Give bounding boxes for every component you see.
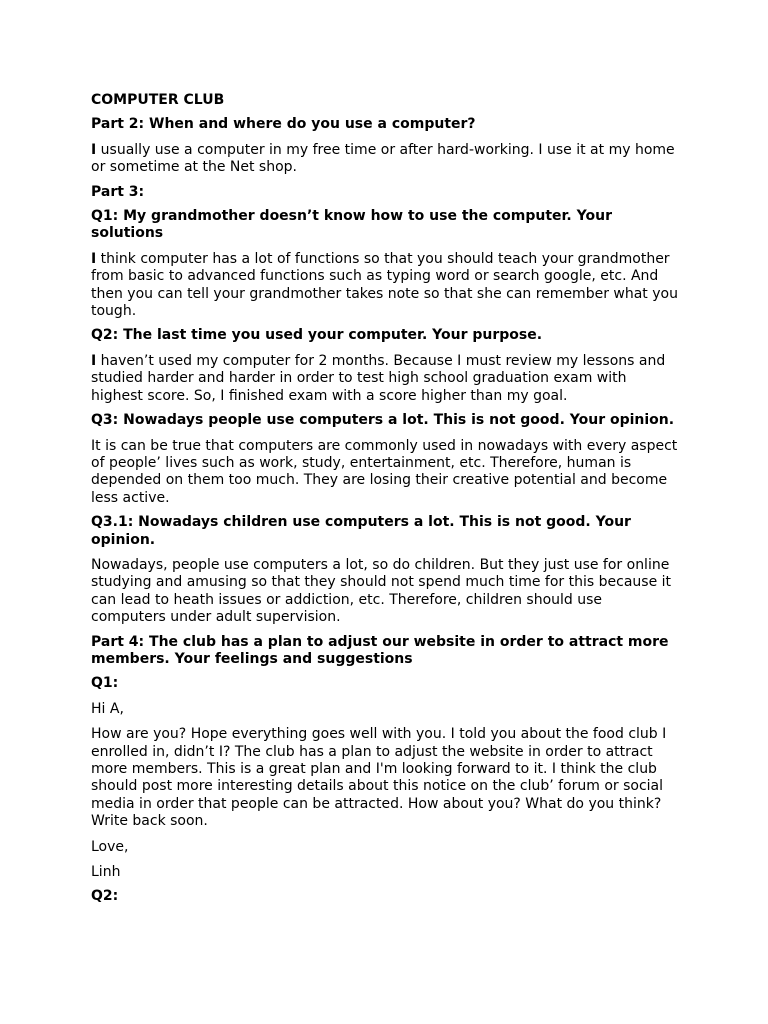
part3-q2-heading: Q2: The last time you used your computer. Your purpose. bbox=[91, 327, 543, 344]
letter-body: How are you? Hope everything goes well with you. I told you about the food club I enrolled in, didn’t I? The club has a plan to adjust the website in order to attract more members. This is a great plan and I'm looking forward to it. I think the club should post more interesting details about this notice on the club’ forum or social media in order that people can be attracted. How about you? What do you think? Write back soon. bbox=[91, 726, 667, 830]
letter-signature: Linh bbox=[91, 864, 121, 881]
part3-q3-heading: Q3: Nowadays people use computers a lot. This is not good. Your opinion. bbox=[91, 412, 675, 429]
part4-q2-heading: Q2: bbox=[91, 888, 119, 905]
part2-answer-body: usually use a computer in my free time or after hard-working. I use it at my home or sometime at the Net shop. bbox=[91, 141, 675, 176]
part2-answer-lead: I bbox=[91, 141, 97, 158]
part3-q1-answer-body: think computer has a lot of functions so that you should teach your grandmother from basic to advanced functions such as typing word or search google, etc. And then you can tell your grandmother takes note so that she can remember what you tough. bbox=[91, 250, 678, 320]
part3-q1-answer-lead: I bbox=[91, 250, 97, 267]
part3-q2-answer bbox=[91, 353, 680, 405]
letter-greeting: Hi A, bbox=[91, 700, 124, 717]
letter-closing: Love, bbox=[91, 838, 129, 855]
part3-q1-heading: Q1: My grandmother doesn’t know how to use the computer. Your solutions bbox=[91, 208, 612, 242]
part4-heading: Part 4: The club has a plan to adjust our website in order to attract more members. Your feelings and suggestions bbox=[91, 633, 669, 667]
part3-q2-answer-body: haven’t used my computer for 2 months. Because I must review my lessons and studied harder and harder in order to test high school graduation exam with highest score. So, I finished exam with a score higher than my goal. bbox=[91, 352, 666, 404]
part2-answer bbox=[91, 142, 680, 177]
document-title: COMPUTER CLUB bbox=[91, 92, 225, 108]
part3-q3-1-heading: Q3.1: Nowadays children use computers a lot. This is not good. Your opinion. bbox=[91, 514, 631, 548]
part3-q3-answer: It is can be true that computers are commonly used in nowadays with every aspect of people’ lives such as work, study, entertainment, etc. Therefore, human is depended on them too much. They are losing their creative potential and become less active. bbox=[91, 437, 678, 506]
part3-q3-1-answer: Nowadays, people use computers a lot, so do children. But they just use for online studying and amusing so that they should not spend much time for this because it can lead to heath issues or addiction, etc. Therefore, children should use computers under adult supervision. bbox=[91, 556, 672, 626]
part3-heading: Part 3: bbox=[91, 183, 145, 200]
part3-q1-answer bbox=[91, 251, 680, 321]
part3-q2-answer-lead: I bbox=[91, 352, 97, 369]
part4-q1-heading: Q1: bbox=[91, 675, 119, 692]
part2-heading: Part 2: When and where do you use a computer? bbox=[91, 116, 476, 133]
